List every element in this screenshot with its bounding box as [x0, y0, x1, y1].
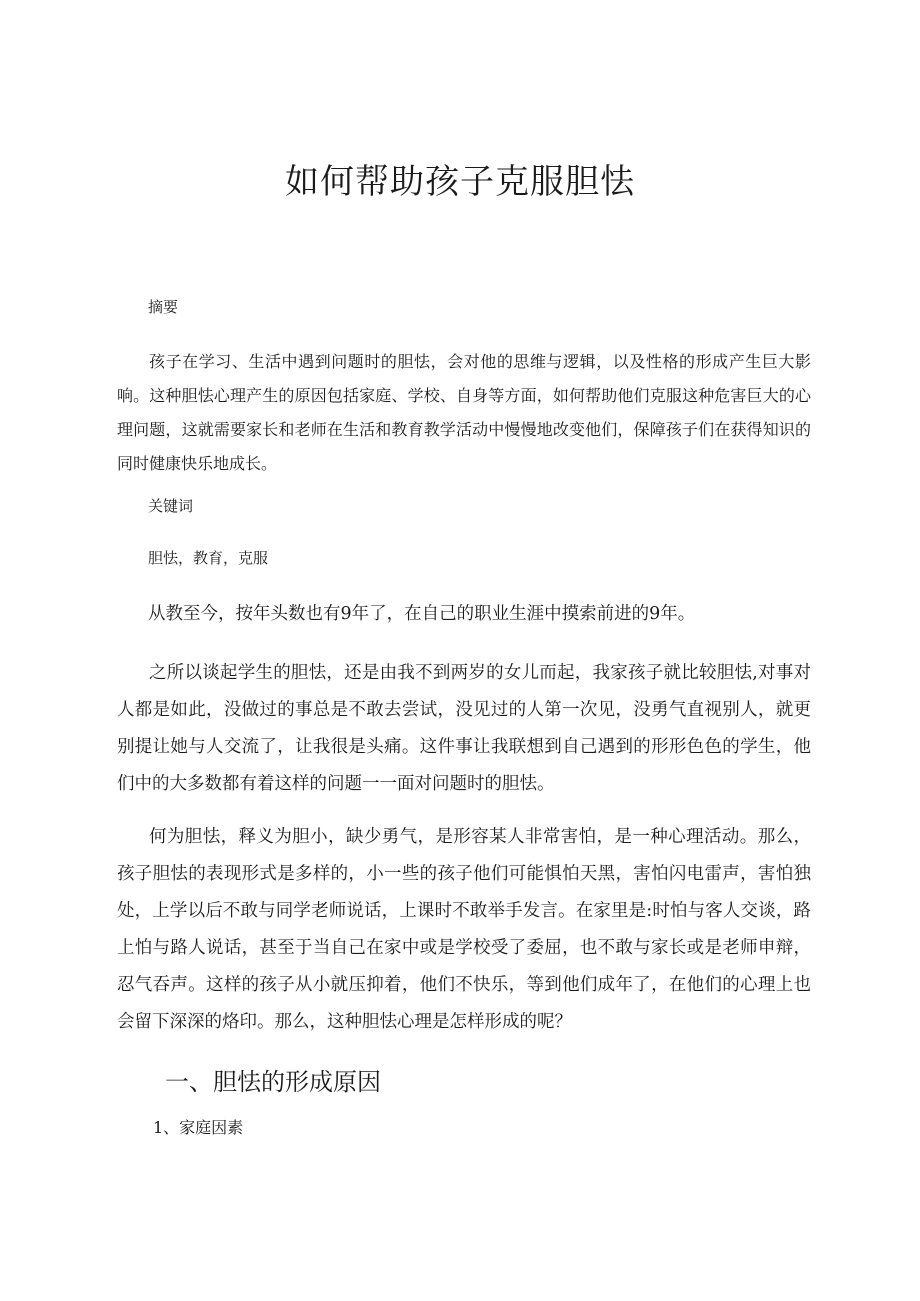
document-title: 如何帮助孩子克服胆怯	[285, 162, 635, 202]
section-heading-causes: 一、胆怯的形成原因	[165, 1068, 381, 1096]
body-paragraph-3: 何为胆怯，释义为胆小，缺少勇气，是形容某人非常害怕，是一种心理活动。那么，孩子胆怯的表现形式是多样的，小一些的孩子他们可能惧怕天黑，害怕闪电雷声，害怕独处，上学以后不敢与同学老师说话，上课时不敢举手发言。在家里是:时怕与客人交谈，路上怕与路人说话，甚至于当自己在家中或是学校受了委屈，也不敢与家长或是老师申辩，忍气吞声。这样的孩子从小就压抑着，他们不快乐，等到他们成年了，在他们的心理上也会留下深深的烙印。那么，这种胆怯心理是怎样形成的呢？	[117, 827, 811, 1032]
keywords-text: 胆怯，教育，克服	[148, 549, 269, 567]
abstract-label: 摘要	[148, 298, 179, 316]
abstract-text: 孩子在学习、生活中遇到问题时的胆怯，会对他的思维与逻辑，以及性格的形成产生巨大影响。这种胆怯心理产生的原因包括家庭、学校、自身等方面，如何帮助他们克服这种危害巨大的心理问题，这就需要家长和老师在生活和教育教学活动中慢慢地改变他们，保障孩子们在获得知识的同时健康快乐地成长。	[117, 352, 811, 473]
body-paragraph-1: 从教至今，按年头数也有9年了，在自己的职业生涯中摸索前进的9年。	[148, 604, 696, 624]
subsection-heading-family: 1、家庭因素	[153, 1118, 244, 1137]
keywords-label: 关键词	[148, 497, 194, 515]
body-paragraph-2: 之所以谈起学生的胆怯，还是由我不到两岁的女儿而起，我家孩子就比较胆怯,对事对人都是如此，没做过的事总是不敢去尝试，没见过的人第一次见，没勇气直视别人，就更别提让她与人交流了，让我很是头痛。这件事让我联想到自己遇到的形形色色的学生，他们中的大多数都有着这样的问题一一面对问题时的胆怯。	[117, 663, 811, 794]
